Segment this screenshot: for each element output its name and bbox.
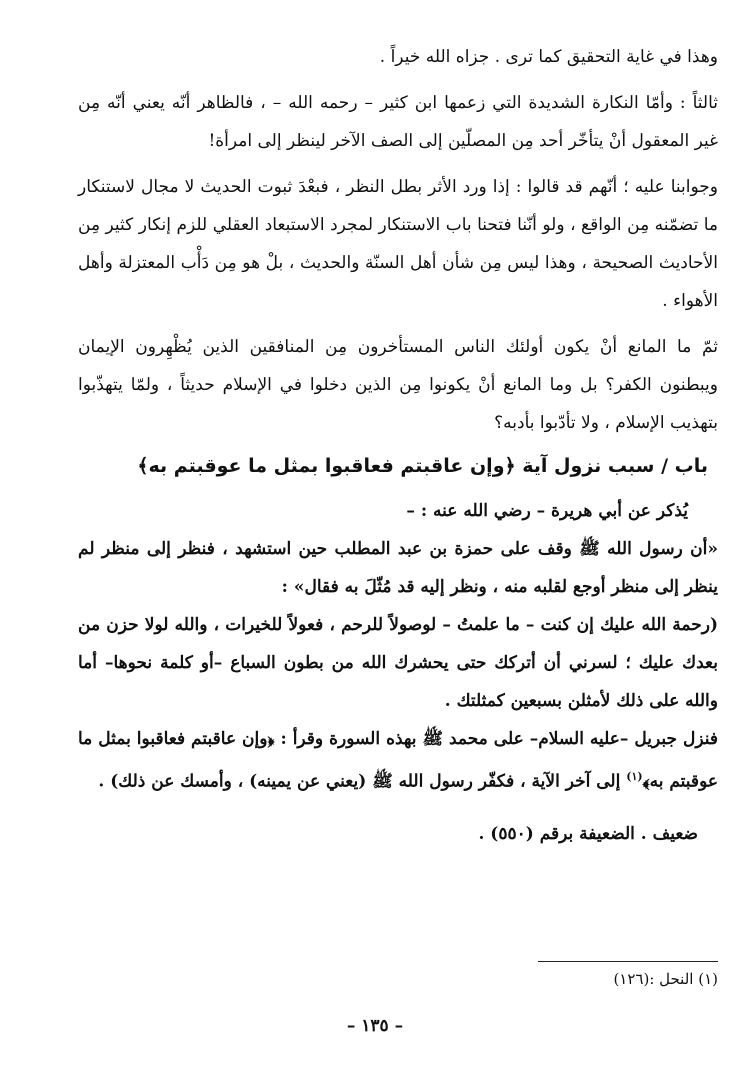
- chapter-heading: باب / سبب نزول آية ﴿وإن عاقبتم فعاقبوا بمثل ما عوقبتم به﴾: [137, 455, 708, 477]
- paragraph-conclusion: وهذا في غاية التحقيق كما ترى . جزاه الله خيراً .: [379, 47, 718, 67]
- hadith-ending: إلى آخر الآية ، فكفّر رسول الله ﷺ (يعني عن يمينه) ، وأمسك عن ذلك) .: [98, 771, 627, 792]
- page-number: – ١٣٥ –: [346, 1016, 404, 1036]
- page-body: [78, 38, 718, 853]
- hadith-verdict: ضعيف . الضعيفة برقم (٥٥٠) .: [478, 823, 698, 844]
- footnote-divider: [538, 961, 718, 962]
- paragraph-hypocrites: ثمّ ما المانع أنْ يكون أولئك الناس المستأخرون مِن المنافقين الذين يُظْهِرون الإيمان ويبطنون الكفر؟ بل وما المانع أنْ يكونوا مِن الذين دخلوا في الإسلام حديثاً ، ولمّا يتهذّبوا بتهذيب الإسلام ، ولا تأدّبوا بأدبه؟: [78, 337, 719, 433]
- hadith-narration: «أن رسول الله ﷺ وقف على حمزة بن عبد المطلب حين استشهد ، فنظر إلى منظر لم ينظر إلى منظر أوجع لقلبه منه ، ونظر إليه قد مُثّلَ به فقال» :: [78, 539, 718, 597]
- hadith-revelation: [78, 720, 718, 801]
- paragraph-third-point: ثالثاً : وأمّا النكارة الشديدة التي زعمها ابن كثير – رحمه الله – ، فالظاهر أنّه يعني أنّه مِن غير المعقول أنْ يتأخّر أحد مِن المصلّين إلى الصف الآخر لينظر إلى امرأة!: [78, 93, 718, 151]
- paragraph-response: وجوابنا عليه ؛ أنّهم قد قالوا : إذا ورد الأثر بطل النظر ، فبعْدَ ثبوت الحديث لا مجال لاستنكار ما تضمّنه مِن الواقع ، ولو أنّنا فتحنا باب الاستنكار لمجرد الاستبعاد العقلي للزم إنكار كثير مِن الأحاديث الصحيحة ، وهذا ليس مِن شأن أهل السنّة والحديث ، بلْ هو مِن دَأْب المعتزلة وأهل الأهواء .: [78, 177, 718, 311]
- hadith-speech: (رحمة الله عليك إن كنت – ما علمتُ – لوصولاً للرحم ، فعولاً للخيرات ، والله لولا حزن من بعدك عليك ؛ لسرني أن أتركك حتى يحشرك الله من بطون السباع –أو كلمة نحوها– أما والله على ذلك لأمثلن بسبعين كمثلتك .: [78, 615, 718, 711]
- hadith-intro: يُذكر عن أبي هريرة – رضي الله عنه : –: [406, 501, 688, 521]
- footnote-marker[interactable]: (١): [626, 770, 643, 783]
- hadith-revelation-text: فنزل جبريل –عليه السلام– على محمد ﷺ بهذه السورة وقرأ : ﴿وإن عاقبتم فعاقبوا بمثل ما عوقبتم به﴾: [78, 729, 718, 792]
- footnote: (١) النحل :(١٢٦): [613, 970, 718, 988]
